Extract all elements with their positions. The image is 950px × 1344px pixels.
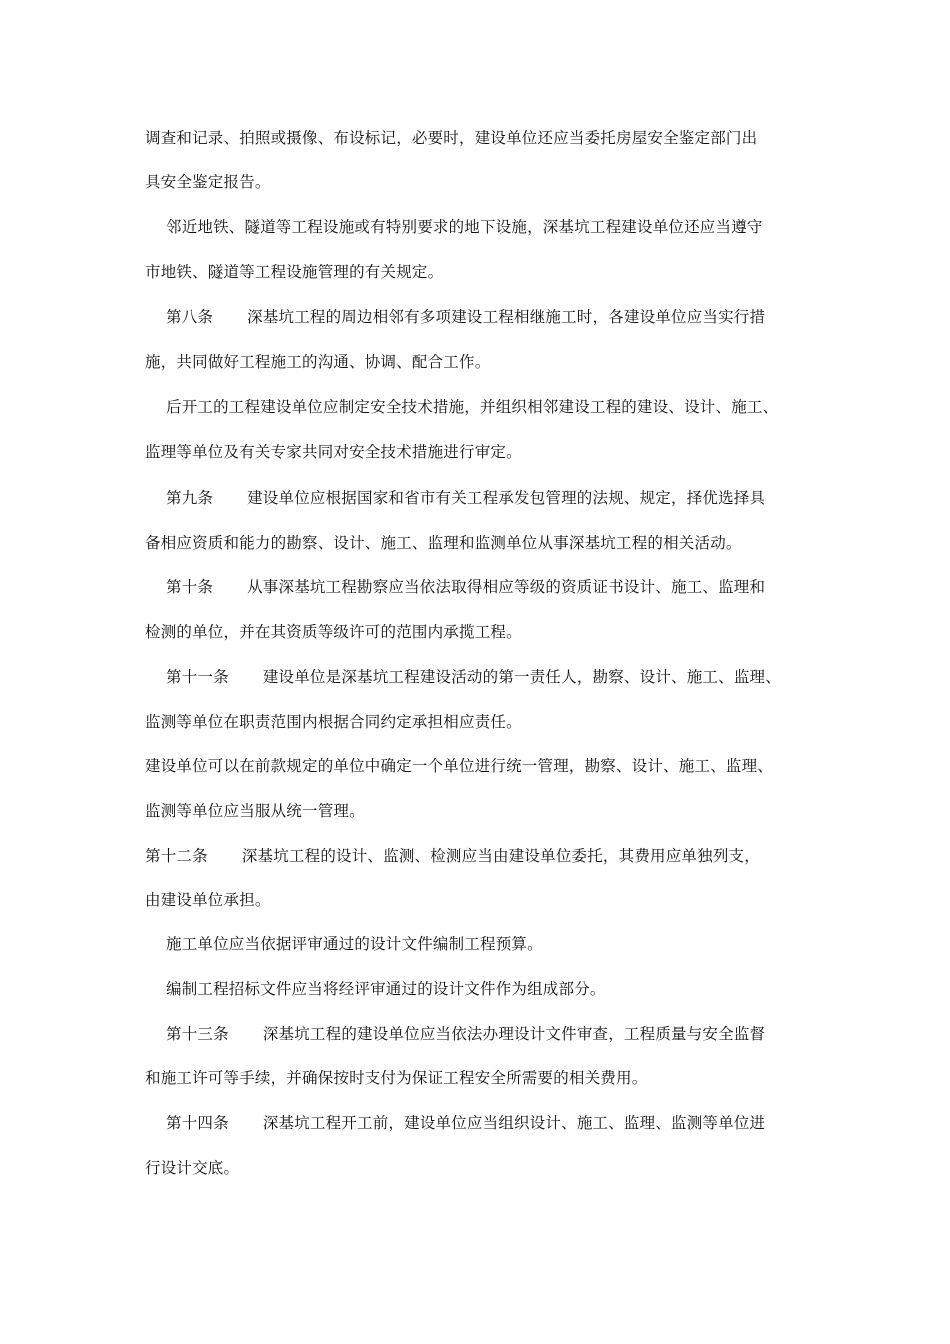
article-number: 第十一条 — [166, 668, 229, 686]
article-11-line — [166, 667, 781, 687]
article-text: 深基坑工程的建设单位应当依法办理设计文件审查，工程质量与安全监督 — [262, 1025, 766, 1043]
article-10-line — [166, 577, 765, 597]
article-number: 第十条 — [166, 578, 214, 596]
text-line: 由建设单位承担。 — [145, 891, 271, 909]
article-text: 深基坑工程开工前，建设单位应当组织设计、施工、监理、监测等单位进 — [262, 1114, 766, 1132]
article-text: 从事深基坑工程勘察应当依法取得相应等级的资质证书设计、施工、监理和 — [247, 578, 766, 596]
article-number: 第八条 — [166, 308, 214, 326]
text-line: 备相应资质和能力的勘察、设计、施工、监理和监测单位从事深基坑工程的相关活动。 — [145, 534, 742, 552]
article-number: 第十二条 — [145, 847, 208, 865]
text-line: 编制工程招标文件应当将经评审通过的设计文件作为组成部分。 — [166, 980, 606, 998]
article-number: 第九条 — [166, 489, 214, 507]
text-line: 行设计交底。 — [145, 1159, 240, 1177]
article-text: 深基坑工程的周边相邻有多项建设工程相继施工时，各建设单位应当实行措 — [247, 308, 766, 326]
text-line: 监理等单位及有关专家共同对安全技术措施进行审定。 — [145, 443, 522, 461]
text-line: 调查和记录、拍照或摄像、布设标记，必要时，建设单位还应当委托房屋安全鉴定部门出 — [145, 129, 758, 147]
text-line: 施工单位应当依据评审通过的设计文件编制工程预算。 — [166, 935, 543, 953]
text-line: 和施工许可等手续，并确保按时支付为保证工程安全所需要的相关费用。 — [145, 1069, 648, 1087]
text-line: 后开工的工程建设单位应制定安全技术措施，并组织相邻建设工程的建设、设计、施工、 — [166, 398, 779, 416]
article-13-line — [166, 1024, 765, 1044]
article-number: 第十四条 — [166, 1114, 229, 1132]
text-line: 施，共同做好工程施工的沟通、协调、配合工作。 — [145, 353, 491, 371]
text-line: 具安全鉴定报告。 — [145, 173, 271, 191]
article-9-line — [166, 488, 765, 508]
text-line: 检测的单位，并在其资质等级许可的范围内承揽工程。 — [145, 623, 522, 641]
article-text: 深基坑工程的设计、监测、检测应当由建设单位委托，其费用应单独列支， — [241, 847, 760, 865]
text-line: 建设单位可以在前款规定的单位中确定一个单位进行统一管理，勘察、设计、施工、监理、 — [145, 757, 774, 775]
article-14-line — [166, 1113, 765, 1133]
text-line: 市地铁、隧道等工程设施管理的有关规定。 — [145, 263, 444, 281]
text-line: 监测等单位在职责范围内根据合同约定承担相应责任。 — [145, 713, 522, 731]
text-line: 邻近地铁、隧道等工程设施或有特别要求的地下设施，深基坑工程建设单位还应当遵守 — [166, 218, 763, 236]
article-text: 建设单位是深基坑工程建设活动的第一责任人，勘察、设计、施工、监理、 — [262, 668, 781, 686]
article-8-line — [166, 307, 765, 327]
article-12-line — [145, 846, 760, 866]
article-text: 建设单位应根据国家和省市有关工程承发包管理的法规、规定，择优选择具 — [247, 489, 766, 507]
article-number: 第十三条 — [166, 1025, 229, 1043]
text-line: 监测等单位应当服从统一管理。 — [145, 802, 365, 820]
